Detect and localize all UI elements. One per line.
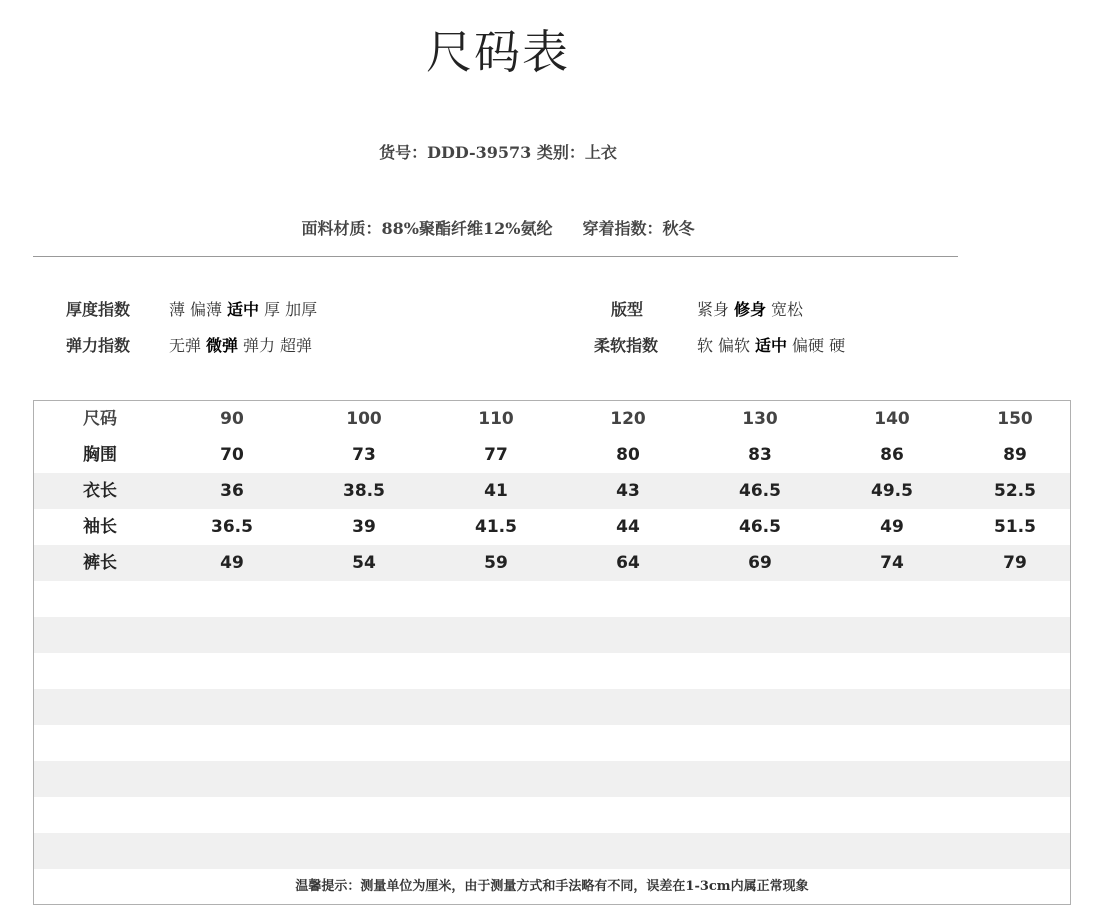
attr-option: 弹力 [243, 336, 276, 355]
table-cell: 51.5 [994, 517, 1036, 537]
table-cell: 43 [616, 481, 640, 501]
attr-option: 适中 [755, 336, 788, 355]
category-label: 类别： [536, 143, 585, 162]
table-row [34, 797, 1070, 833]
attr-label-softness: 柔软指数 [594, 336, 659, 355]
table-cell: 49 [220, 553, 244, 573]
measurement-note: 温馨提示：测量单位为厘米，由于测量方式和手法略有不同，误差在1-3cm内属正常现象 [295, 879, 809, 894]
attr-options-softness [697, 334, 850, 358]
table-row [34, 581, 1070, 617]
size-table [33, 400, 1071, 905]
season-value: 秋冬 [662, 219, 695, 238]
table-row [34, 833, 1070, 869]
attr-option: 无弹 [169, 336, 202, 355]
table-cell: 120 [610, 409, 646, 429]
table-cell: 64 [616, 553, 640, 573]
attr-option: 偏软 [718, 336, 751, 355]
attr-option: 薄 [169, 300, 186, 319]
table-cell: 74 [880, 553, 904, 573]
fabric-line [0, 216, 996, 242]
table-cell: 140 [874, 409, 910, 429]
row-label: 袖长 [83, 517, 117, 537]
table-cell: 41 [484, 481, 508, 501]
table-cell: 73 [352, 445, 376, 465]
attr-option: 软 [697, 336, 714, 355]
attr-label-thickness: 厚度指数 [66, 300, 131, 319]
row-label: 尺码 [83, 409, 117, 429]
attr-option: 超弹 [280, 336, 313, 355]
attr-options-fit [697, 298, 808, 322]
item-no: DDD-39573 [427, 143, 532, 162]
table-row [34, 473, 1070, 509]
table-cell: 41.5 [475, 517, 517, 537]
table-cell: 110 [478, 409, 514, 429]
row-label: 裤长 [83, 553, 117, 573]
attr-option: 硬 [829, 336, 846, 355]
table-cell: 49 [880, 517, 904, 537]
season-label: 穿着指数： [582, 219, 663, 238]
table-cell: 44 [616, 517, 640, 537]
category-value: 上衣 [584, 143, 617, 162]
attr-option: 偏薄 [190, 300, 223, 319]
table-cell: 39 [352, 517, 376, 537]
table-row [34, 725, 1070, 761]
table-cell: 89 [1003, 445, 1027, 465]
table-cell: 100 [346, 409, 382, 429]
table-cell: 54 [352, 553, 376, 573]
table-header-row [34, 401, 1070, 437]
table-row [34, 761, 1070, 797]
table-cell: 83 [748, 445, 772, 465]
table-cell: 70 [220, 445, 244, 465]
page-title: 尺码表 [426, 25, 570, 79]
item-no-label: 货号： [379, 143, 428, 162]
attr-options-thickness [169, 298, 322, 322]
attr-label-elasticity: 弹力指数 [66, 336, 131, 355]
table-row [34, 617, 1070, 653]
table-cell: 46.5 [739, 481, 781, 501]
attr-options-elasticity [169, 334, 317, 358]
table-cell: 36 [220, 481, 244, 501]
table-row [34, 689, 1070, 725]
attr-option: 适中 [227, 300, 260, 319]
attr-option: 微弹 [206, 336, 239, 355]
attr-option: 修身 [734, 300, 767, 319]
attr-option: 宽松 [771, 300, 804, 319]
table-cell: 49.5 [871, 481, 913, 501]
table-cell: 86 [880, 445, 904, 465]
row-label: 胸围 [83, 445, 117, 465]
table-cell: 150 [997, 409, 1033, 429]
attr-option: 厚 [264, 300, 281, 319]
table-cell: 36.5 [211, 517, 253, 537]
table-row [34, 653, 1070, 689]
table-row [34, 509, 1070, 545]
row-label: 衣长 [83, 481, 117, 501]
table-cell: 90 [220, 409, 244, 429]
table-cell: 79 [1003, 553, 1027, 573]
table-cell: 80 [616, 445, 640, 465]
attr-option: 加厚 [285, 300, 318, 319]
item-meta-line [0, 140, 996, 166]
table-row [34, 545, 1070, 581]
divider [33, 256, 958, 257]
attr-option: 紧身 [697, 300, 730, 319]
table-cell: 130 [742, 409, 778, 429]
table-row [34, 437, 1070, 473]
table-cell: 69 [748, 553, 772, 573]
attr-option: 偏硬 [792, 336, 825, 355]
table-cell: 77 [484, 445, 508, 465]
attr-label-fit: 版型 [611, 300, 644, 319]
table-cell: 59 [484, 553, 508, 573]
table-cell: 38.5 [343, 481, 385, 501]
table-cell: 46.5 [739, 517, 781, 537]
material-label: 面料材质： [301, 219, 382, 238]
material-value: 88%聚酯纤维12%氨纶 [381, 219, 553, 238]
table-cell: 52.5 [994, 481, 1036, 501]
